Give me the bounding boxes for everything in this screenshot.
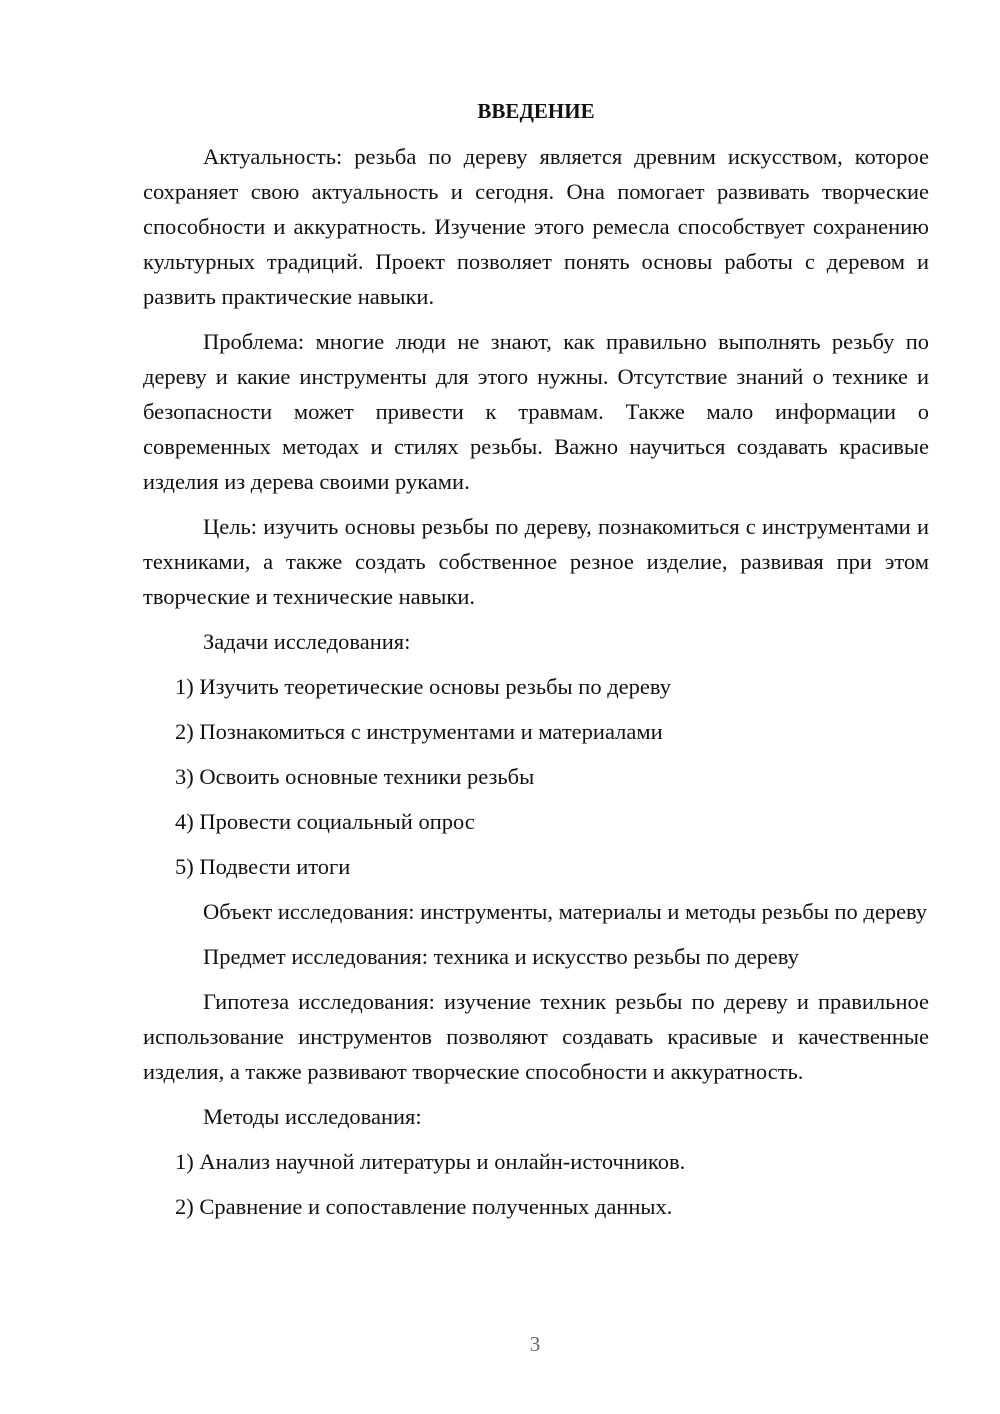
tasks-heading: Задачи исследования: (203, 629, 411, 654)
page-content (143, 96, 929, 1234)
task-item: 5) Подвести итоги (175, 854, 351, 879)
page-number: 3 (529, 1332, 541, 1356)
goal-paragraph: Цель: изучить основы резьбы по дереву, познакомиться с инструментами и техниками, а также создать собственное резное изделие, развивая при этом творческие и технические навыки. (143, 514, 929, 609)
section-title: ВВЕДЕНИЕ (477, 99, 595, 123)
relevance-paragraph: Актуальность: резьба по дереву является древним искусством, которое сохраняет свою актуальность и сегодня. Она помогает развивать творческие способности и аккуратность. Изучение этого ремесла способствует сохранению культурных традиций. Проект позволяет понять основы работы с деревом и развить практические навыки. (143, 144, 929, 309)
subject-paragraph: Предмет исследования: техника и искусство резьбы по дереву (203, 944, 799, 969)
object-paragraph: Объект исследования: инструменты, материалы и методы резьбы по дереву (203, 899, 928, 924)
methods-list (143, 1144, 929, 1224)
task-item: 2) Познакомиться с инструментами и материалами (175, 719, 663, 744)
task-item: 1) Изучить теоретические основы резьбы по дереву (175, 674, 671, 699)
task-item: 4) Провести социальный опрос (175, 809, 475, 834)
problem-paragraph: Проблема: многие люди не знают, как правильно выполнять резьбу по дереву и какие инструменты для этого нужны. Отсутствие знаний о технике и безопасности может привести к травмам. Также мало информации о современных методах и стилях резьбы. Важно научиться создавать красивые изделия из дерева своими руками. (143, 329, 929, 494)
method-item: 1) Анализ научной литературы и онлайн-источников. (175, 1149, 686, 1174)
methods-heading: Методы исследования: (203, 1104, 422, 1129)
task-item: 3) Освоить основные техники резьбы (175, 764, 535, 789)
tasks-list (143, 669, 929, 884)
hypothesis-paragraph: Гипотеза исследования: изучение техник резьбы по дереву и правильное использование инструментов позволяют создавать красивые и качественные изделия, а также развивают творческие способности и аккуратность. (143, 989, 929, 1084)
method-item: 2) Сравнение и сопоставление полученных данных. (175, 1194, 673, 1219)
